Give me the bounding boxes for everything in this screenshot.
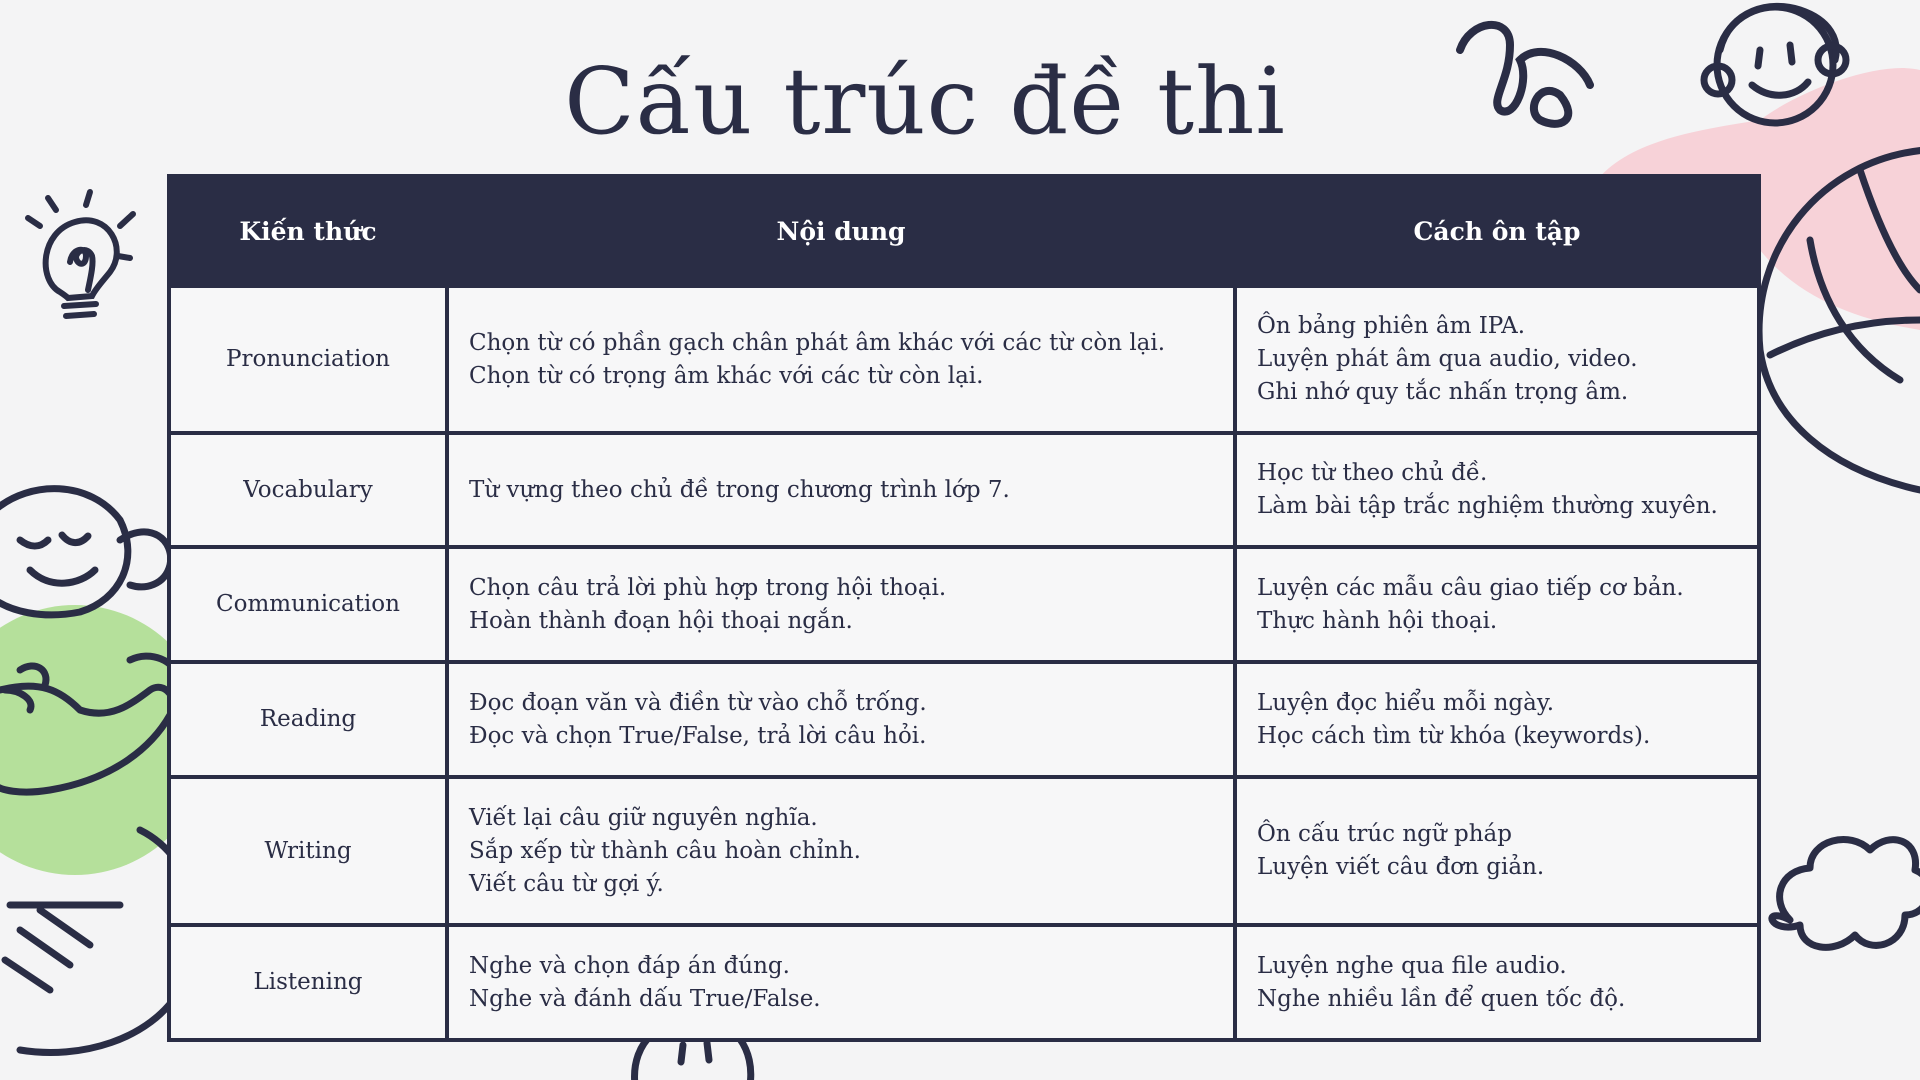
table-row [169, 662, 1759, 777]
review-cell [1235, 662, 1759, 777]
peeking-face-doodle [1759, 150, 1920, 490]
review-line: Luyện đọc hiểu mỗi ngày. [1257, 689, 1555, 716]
content-line: Viết lại câu giữ nguyên nghĩa. [469, 804, 818, 831]
review-line: Thực hành hội thoại. [1257, 607, 1498, 634]
cloud-icon [1772, 840, 1920, 948]
table-row [169, 547, 1759, 662]
content-cell [447, 777, 1235, 925]
review-cell [1235, 777, 1759, 925]
review-line: Học cách tìm từ khóa (keywords). [1257, 722, 1651, 749]
content-cell [447, 433, 1235, 547]
topic-cell: Listening [169, 925, 447, 1040]
header-content: Nội dung [447, 176, 1235, 286]
review-line: Ôn bảng phiên âm IPA. [1257, 313, 1526, 339]
topic-cell: Writing [169, 777, 447, 925]
topic-cell: Vocabulary [169, 433, 447, 547]
table-header-row [169, 176, 1759, 286]
content-cell [447, 662, 1235, 777]
content-line: Nghe và đánh dấu True/False. [469, 985, 821, 1012]
review-line: Luyện viết câu đơn giản. [1257, 854, 1545, 880]
page-title: Cấu trúc đề thi [564, 48, 1286, 155]
table-row [169, 777, 1759, 925]
table-row [169, 433, 1759, 547]
review-line: Học từ theo chủ đề. [1257, 460, 1488, 486]
review-line: Luyện nghe qua file audio. [1257, 952, 1567, 979]
review-line: Ghi nhớ quy tắc nhấn trọng âm. [1257, 379, 1629, 405]
table-row [169, 286, 1759, 433]
content-line: Đọc và chọn True/False, trả lời câu hỏi. [469, 722, 927, 749]
content-cell [447, 547, 1235, 662]
content-cell [447, 286, 1235, 433]
content-line: Từ vựng theo chủ đề trong chương trình lớp 7. [469, 476, 1010, 503]
review-cell [1235, 925, 1759, 1040]
header-review-method: Cách ôn tập [1235, 176, 1759, 286]
content-line: Chọn từ có trọng âm khác với các từ còn lại. [469, 362, 984, 389]
review-cell [1235, 547, 1759, 662]
review-line: Luyện các mẫu câu giao tiếp cơ bản. [1257, 574, 1684, 601]
review-line: Nghe nhiều lần để quen tốc độ. [1257, 985, 1626, 1012]
lightbulb-icon [28, 192, 133, 316]
content-line: Viết câu từ gợi ý. [469, 870, 664, 897]
header-knowledge: Kiến thức [169, 176, 447, 286]
content-line: Nghe và chọn đáp án đúng. [469, 952, 790, 979]
table-row [169, 925, 1759, 1040]
review-line: Làm bài tập trắc nghiệm thường xuyên. [1257, 493, 1718, 519]
content-line: Chọn từ có phần gạch chân phát âm khác với các từ còn lại. [469, 329, 1166, 356]
topic-cell: Pronunciation [169, 286, 447, 433]
content-line: Hoàn thành đoạn hội thoại ngắn. [469, 607, 853, 634]
topic-cell: Communication [169, 547, 447, 662]
review-line: Ôn cấu trúc ngữ pháp [1257, 821, 1512, 847]
review-line: Luyện phát âm qua audio, video. [1257, 346, 1638, 372]
content-line: Chọn câu trả lời phù hợp trong hội thoại. [469, 574, 947, 601]
content-line: Sắp xếp từ thành câu hoàn chỉnh. [469, 837, 861, 864]
exam-structure-table [167, 174, 1761, 1042]
content-line: Đọc đoạn văn và điền từ vào chỗ trống. [469, 689, 927, 716]
topic-cell: Reading [169, 662, 447, 777]
review-cell [1235, 286, 1759, 433]
review-cell [1235, 433, 1759, 547]
content-cell [447, 925, 1235, 1040]
